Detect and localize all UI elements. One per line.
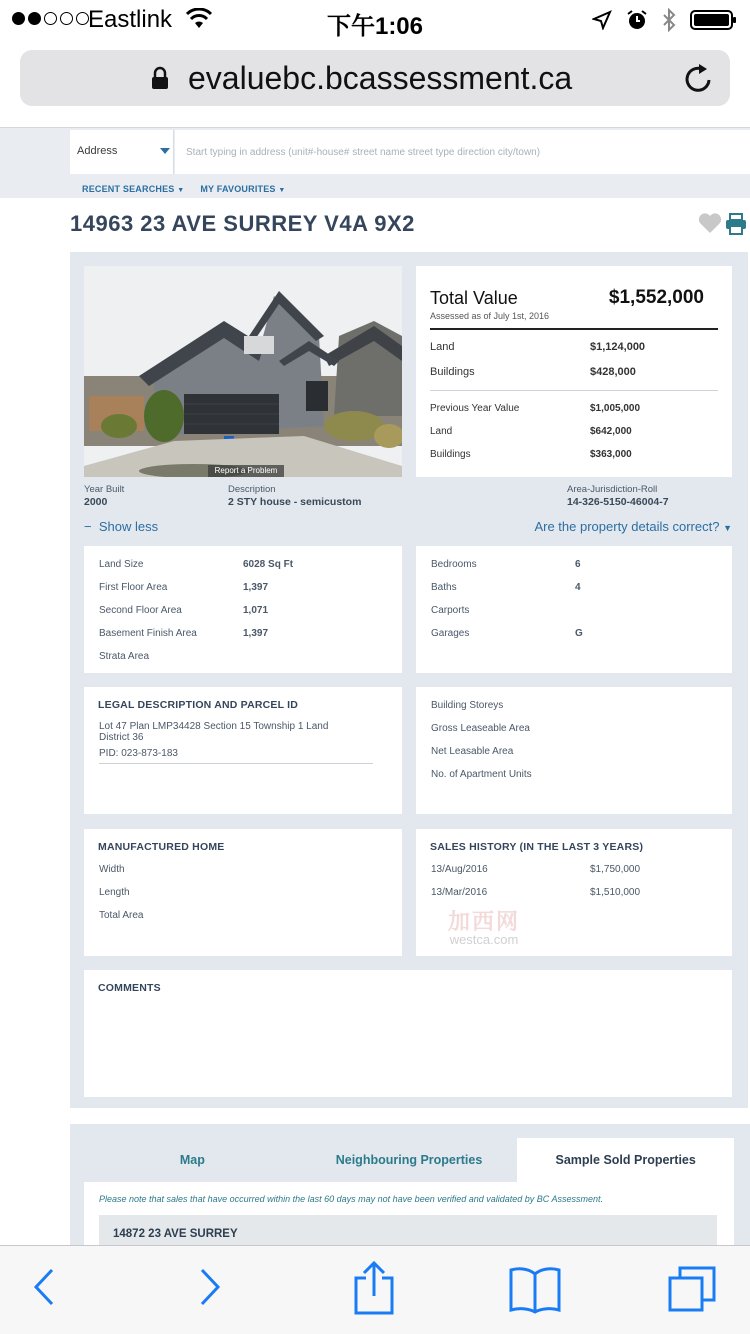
- divider: [99, 763, 373, 764]
- garages-value: G: [575, 628, 583, 639]
- second-floor-label: Second Floor Area: [99, 605, 182, 616]
- carports-label: Carports: [431, 605, 470, 616]
- building-card: [416, 687, 732, 814]
- status-bar: [0, 0, 750, 40]
- tab-bar: [84, 1138, 734, 1182]
- clock: 下午1:06: [326, 13, 424, 40]
- buildings-value-row: Buildings $428,000: [430, 366, 636, 378]
- assessed-date: Assessed as of July 1st, 2016: [430, 311, 550, 321]
- baths-label: Baths: [431, 582, 457, 593]
- sold-properties-panel: [70, 1124, 750, 1254]
- year-built: Year Built 2000: [84, 484, 125, 508]
- baths-value: 4: [575, 582, 581, 593]
- property-details-panel: [70, 252, 748, 1108]
- tabs-icon[interactable]: [666, 1264, 718, 1314]
- page-title: 14963 23 AVE SURREY V4A 9X2: [70, 211, 415, 236]
- building-storeys-label: Building Storeys: [431, 700, 504, 711]
- tab-map[interactable]: Map: [179, 1153, 205, 1167]
- second-floor-value: 1,071: [243, 605, 269, 616]
- land-size-value: 6028 Sq Ft: [243, 559, 294, 570]
- property-size-card: [84, 546, 402, 673]
- alarm-icon: [626, 9, 648, 31]
- sales-history-heading: SALES HISTORY (IN THE LAST 3 YEARS): [430, 841, 644, 853]
- search-area: [0, 128, 750, 198]
- report-problem-button[interactable]: Report a Problem: [208, 465, 284, 477]
- sales-history-card: [416, 829, 732, 956]
- manufactured-home-heading: MANUFACTURED HOME: [98, 841, 225, 853]
- manufactured-home-card: [84, 829, 402, 956]
- bedrooms-label: Bedrooms: [431, 559, 477, 570]
- garages-label: Garages: [431, 628, 470, 639]
- sale-date: 13/Mar/2016: [431, 887, 488, 898]
- property-photo: [84, 266, 402, 477]
- gross-leaseable-label: Gross Leaseable Area: [431, 723, 530, 734]
- chevron-down-icon: [160, 148, 170, 154]
- reload-icon[interactable]: [684, 62, 714, 94]
- description: Description 2 STY house - semicustom: [228, 484, 362, 508]
- length-label: Length: [99, 887, 130, 898]
- total-value-card: [416, 266, 732, 477]
- area-jurisdiction-roll: Area-Jurisdiction-Roll 14-326-5150-46004-7: [567, 484, 669, 508]
- lock-icon: [150, 66, 170, 90]
- carrier-name: Eastlink: [88, 6, 173, 33]
- first-floor-value: 1,397: [243, 582, 269, 593]
- chevron-down-icon: ▼: [278, 187, 286, 194]
- browser-toolbar: [0, 1245, 750, 1334]
- divider: [430, 328, 718, 330]
- battery-icon: [690, 9, 738, 31]
- sale-price: $1,750,000: [590, 864, 641, 875]
- net-leasable-label: Net Leasable Area: [431, 746, 514, 757]
- pid-text: PID: 023-873-183: [99, 748, 178, 759]
- tab-neighbouring-properties[interactable]: Neighbouring Properties: [335, 1153, 483, 1167]
- total-area-label: Total Area: [99, 910, 144, 921]
- search-input[interactable]: [175, 130, 750, 174]
- house-photo-image: [84, 266, 402, 477]
- print-icon[interactable]: [725, 213, 747, 235]
- search-type-label: Address: [77, 145, 118, 157]
- comments-heading: COMMENTS: [98, 982, 161, 994]
- previous-buildings-row: Buildings $363,000: [430, 449, 632, 460]
- watermark: 加西网 westca.com: [448, 909, 521, 947]
- strata-area-label: Strata Area: [99, 651, 150, 662]
- location-arrow-icon: [592, 10, 612, 30]
- search-type-select[interactable]: [70, 130, 174, 174]
- recent-searches-link[interactable]: RECENT SEARCHES ▼: [82, 184, 185, 194]
- basement-label: Basement Finish Area: [99, 628, 197, 639]
- forward-icon[interactable]: [198, 1264, 224, 1310]
- basement-value: 1,397: [243, 628, 269, 639]
- sold-property-row[interactable]: 14872 23 AVE SURREY: [99, 1215, 717, 1255]
- comments-card: [84, 970, 732, 1097]
- rooms-card: [416, 546, 732, 673]
- sale-date: 13/Aug/2016: [431, 864, 488, 875]
- previous-land-row: Land $642,000: [430, 426, 632, 437]
- legal-description-text: Lot 47 Plan LMP34428 Section 15 Township 1 Land District 36: [99, 721, 329, 743]
- show-less-toggle[interactable]: − Show less: [84, 519, 159, 534]
- my-favourites-link[interactable]: MY FAVOURITES ▼: [200, 184, 286, 194]
- divider: [430, 390, 718, 391]
- back-icon[interactable]: [30, 1264, 56, 1310]
- details-correct-dropdown[interactable]: Are the property details correct? ▼: [534, 519, 732, 534]
- land-value-row: Land $1,124,000: [430, 341, 646, 353]
- legal-description-card: [84, 687, 402, 814]
- share-icon[interactable]: [352, 1260, 396, 1316]
- chevron-down-icon: ▼: [723, 523, 732, 533]
- favourite-heart-icon[interactable]: [698, 212, 722, 234]
- tab-sample-sold-properties[interactable]: Sample Sold Properties: [517, 1138, 734, 1182]
- land-size-label: Land Size: [99, 559, 144, 570]
- total-value-amount: $1,552,000: [608, 287, 704, 308]
- bookmarks-icon[interactable]: [508, 1264, 562, 1314]
- url-text[interactable]: evaluebc.bcassessment.ca: [188, 60, 573, 96]
- sale-price: $1,510,000: [590, 887, 641, 898]
- previous-year-row: Previous Year Value $1,005,000: [430, 403, 641, 414]
- total-value-label: Total Value: [430, 288, 518, 308]
- sales-notice: Please note that sales that have occurred within the last 60 days may not have been verified and validated by BC Assessment.: [99, 1194, 603, 1204]
- apartment-units-label: No. of Apartment Units: [431, 769, 532, 780]
- first-floor-label: First Floor Area: [99, 582, 168, 593]
- legal-description-heading: LEGAL DESCRIPTION AND PARCEL ID: [98, 699, 299, 711]
- bluetooth-icon: [662, 8, 676, 32]
- chevron-down-icon: ▼: [177, 187, 185, 194]
- width-label: Width: [99, 864, 125, 875]
- bedrooms-value: 6: [575, 559, 581, 570]
- url-bar[interactable]: [20, 50, 730, 106]
